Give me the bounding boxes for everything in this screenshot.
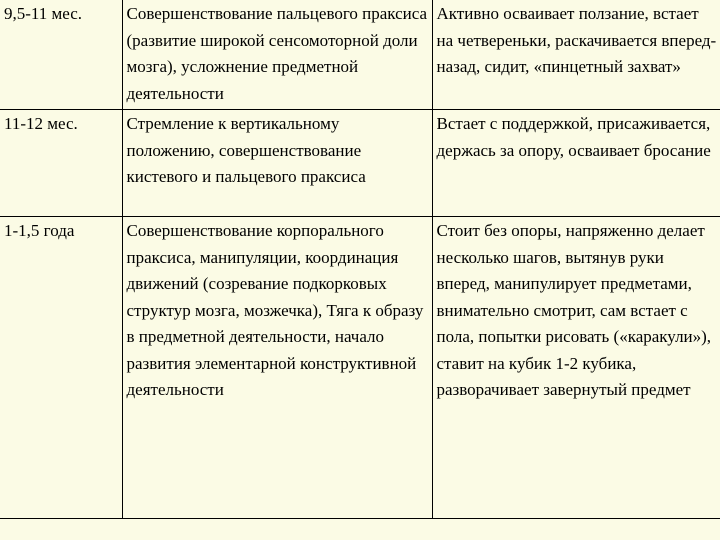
mechanism-cell: Совершенствование пальцевого праксиса (развитие широкой сенсомоторной доли мозга), усложнение предметной деятельности bbox=[122, 0, 432, 110]
mechanism-cell: Совершенствование корпорального праксиса, манипуляции, координация движений (созревание подкорковых структур мозга, мозжечка), Тяга к образу в предметной деятельности, начало развития элементарной конструктивной деятельности bbox=[122, 217, 432, 519]
age-cell: 11-12 мес. bbox=[0, 110, 122, 217]
age-cell: 1-1,5 года bbox=[0, 217, 122, 519]
table-row bbox=[0, 217, 720, 519]
table-row bbox=[0, 0, 720, 110]
age-cell: 9,5-11 мес. bbox=[0, 0, 122, 110]
table-row bbox=[0, 110, 720, 217]
mechanism-cell: Стремление к вертикальному положению, совершенствование кистевого и пальцевого праксиса bbox=[122, 110, 432, 217]
skills-cell: Встает с поддержкой, присаживается, держась за опору, осваивает бросание bbox=[432, 110, 720, 217]
skills-cell: Активно осваивает ползание, встает на четвереньки, раскачивается вперед-назад, сидит, «пинцетный захват» bbox=[432, 0, 720, 110]
skills-cell: Стоит без опоры, напряженно делает несколько шагов, вытянув руки вперед, манипулирует предметами, внимательно смотрит, сам встает с пола, попытки рисовать («каракули»), ставит на кубик 1-2 кубика, разворачивает завернутый предмет bbox=[432, 217, 720, 519]
